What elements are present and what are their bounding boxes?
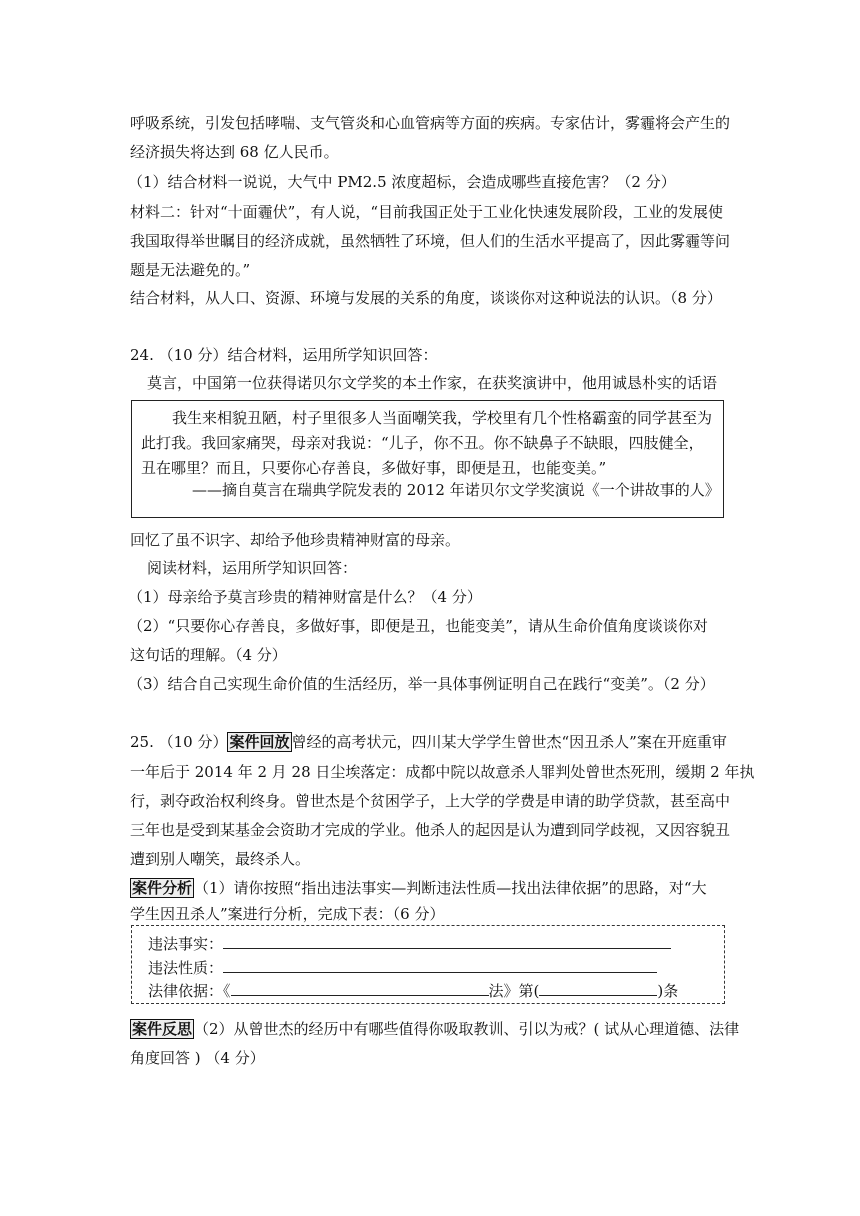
table-basis-label: 法律依据：: [148, 982, 224, 1000]
table-basis-law: 法》第(: [488, 982, 540, 1000]
fact-answer-blank[interactable]: [223, 932, 671, 949]
question-24-2: （2）“只要你心存善良，多做好事，即便是丑，也能变美”，请从生命价值角度谈谈你对: [128, 617, 708, 635]
question-24-read: 阅读材料，运用所学知识回答：: [147, 559, 358, 577]
case-reflect-text: （2）从曾世杰的经历中有哪些值得你吸取教训、引以为戒？( 试从心理道德、法律: [194, 1020, 740, 1038]
text-line: 呼吸系统，引发包括哮喘、支气管炎和心血管病等方面的疾病。专家估计，雾霾将会产生的: [130, 114, 731, 132]
question-24-after-quote: 回忆了虽不识字、却给予他珍贵精神财富的母亲。: [130, 531, 461, 549]
text-line: 经济损失将达到 68 亿人民币。: [130, 143, 339, 161]
question-24-heading: 24. （10 分）结合材料，运用所学知识回答：: [130, 346, 438, 364]
case-reflect-label: 案件反思: [132, 1020, 193, 1038]
table-nature-label: 违法性质：: [148, 959, 224, 977]
question-24-intro: 莫言，中国第一位获得诺贝尔文学奖的本土作家，在获奖演讲中，他用诚恳朴实的话语: [147, 374, 718, 392]
question-25-line: [130, 731, 727, 753]
quote-line: 我生来相貌丑陋，村子里很多人当面嘲笑我，学校里有几个性格霸蛮的同学甚至为: [172, 409, 713, 427]
quote-line: 此打我。我回家痛哭，母亲对我说：“儿子，你不丑。你不缺鼻子不缺眼，四肢健全，: [141, 434, 704, 452]
question-25-text: 行，剥夺政治权利终身。曾世杰是个贫困学子，上大学的学费是申请的助学贷款，甚至高中: [130, 792, 731, 810]
question-24-2-cont: 这句话的理解。（4 分）: [130, 646, 287, 664]
case-reflect-text: 角度回答 ) （4 分）: [130, 1049, 265, 1067]
case-analysis-text: 学生因丑杀人”案进行分析，完成下表：（6 分）: [130, 905, 445, 923]
article-number-blank[interactable]: [539, 979, 657, 996]
question-25-number: 25. （10 分）: [130, 733, 228, 751]
material-2-line: 我国取得举世瞩目的经济成就，虽然牺牲了环境，但人们的生活水平提高了，因此雾霾等问: [130, 232, 731, 250]
analysis-table: [131, 925, 725, 1004]
table-row-fact: [148, 932, 671, 955]
question-25-text: 一年后于 2014 年 2 月 28 日尘埃落定：成都中院以故意杀人罪判处曾世杰死刑，缓期 2 年执: [130, 763, 755, 781]
quote-line: 丑在哪里？而且，只要你心存善良，多做好事，即便是丑，也能变美。”: [141, 459, 607, 477]
material-2-line: 题是无法避免的。”: [130, 261, 251, 279]
table-basis-open: 《: [223, 982, 231, 1000]
case-analysis-label: 案件分析: [132, 879, 193, 897]
nature-answer-blank[interactable]: [223, 956, 657, 973]
quote-box: [131, 400, 724, 518]
question-25-text: 遭到别人嘲笑，最终杀人。: [130, 850, 311, 868]
case-reflect-line: [130, 1018, 739, 1040]
case-review-label: 案件回放: [229, 733, 290, 751]
question-24-1: （1）母亲给予莫言珍贵的精神财富是什么？（4 分）: [128, 588, 482, 606]
question-23-2: 结合材料，从人口、资源、环境与发展的关系的角度，谈谈你对这种说法的认识。（8 分）: [130, 289, 722, 307]
case-analysis-line: [130, 877, 707, 899]
law-name-blank[interactable]: [231, 979, 489, 996]
table-basis-article: )条: [657, 982, 679, 1000]
material-2-line: 材料二：针对“十面霾伏”，有人说，“目前我国正处于工业化快速发展阶段，工业的发展使: [130, 203, 724, 221]
quote-source: ——摘自莫言在瑞典学院发表的 2012 年诺贝尔文学奖演说《一个讲故事的人》: [192, 481, 720, 499]
question-25-text: 曾经的高考状元，四川某大学学生曾世杰“因丑杀人”案在开庭重审: [291, 733, 727, 751]
table-row-basis: [148, 979, 678, 1002]
question-23-1: （1）结合材料一说说，大气中 PM2.5 浓度超标，会造成哪些直接危害？（2 分）: [128, 173, 676, 191]
question-24-3: （3）结合自己实现生命价值的生活经历，举一具体事例证明自己在践行“变美”。（2 分）: [128, 675, 715, 693]
case-analysis-text: （1）请你按照“指出违法事实—判断违法性质—找出法律依据”的思路，对“大: [194, 879, 707, 897]
table-row-nature: [148, 956, 657, 979]
question-25-text: 三年也是受到某基金会资助才完成的学业。他杀人的起因是认为遭到同学歧视，又因容貌丑: [130, 821, 731, 839]
table-fact-label: 违法事实：: [148, 935, 224, 953]
